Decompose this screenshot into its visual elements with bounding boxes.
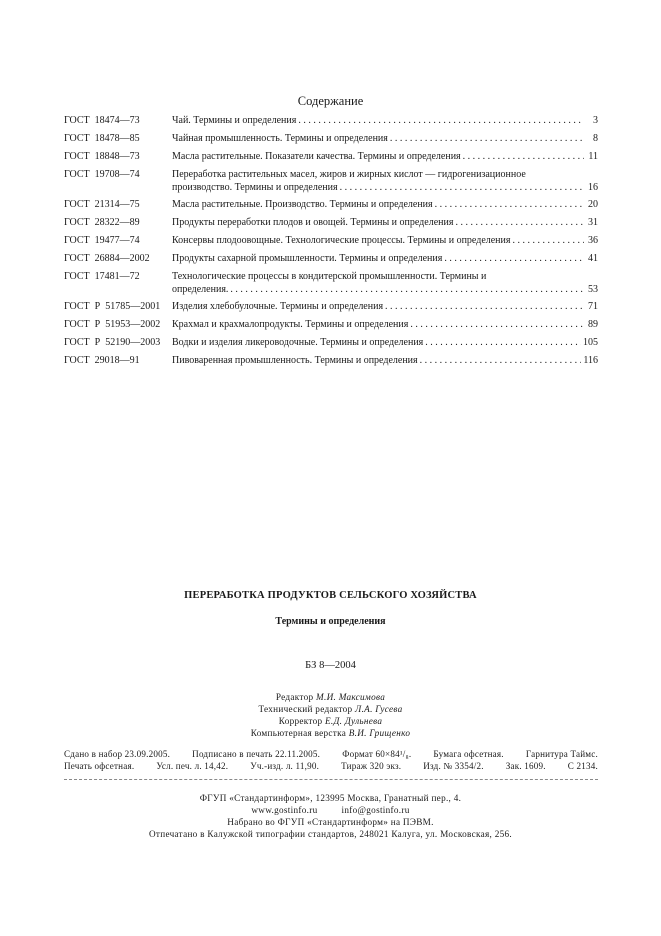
toc-standard-code: ГОСТ 19708—74 [64, 169, 140, 180]
book-subtitle: Термины и определения [275, 616, 386, 627]
toc-standard-code: ГОСТ Р 51953—2002 [64, 319, 161, 330]
publisher-info [0, 792, 661, 840]
toc-title: Водки и изделия ликероводочные. Термины и определения [172, 337, 424, 348]
typesetting-note: Набрано во ФГУП «Стандартинформ» на ПЭВМ. [227, 817, 434, 827]
dot-leader [230, 283, 584, 296]
toc-standard-code: ГОСТ Р 52190—2003 [64, 337, 161, 348]
toc-standard-code: ГОСТ 18848—73 [64, 151, 140, 162]
imprint-row-1 [64, 748, 598, 760]
toc-title: производство. Термины и определения [172, 182, 338, 193]
toc-title: Крахмал и крахмалопродукты. Термины и определения [172, 319, 409, 330]
toc-entry [64, 198, 598, 211]
credit-role: Технический редактор [258, 704, 353, 714]
imprint-field: Зак. 1609. [505, 761, 546, 771]
imprint-field: Бумага офсетная. [433, 749, 504, 759]
editorial-credits [0, 691, 661, 739]
toc-page-number: 31 [588, 217, 598, 228]
toc-title-line: Технологические процессы в кондитерской промышленности. Термины и [172, 271, 487, 282]
toc-standard-code: ГОСТ 29018—91 [64, 355, 140, 366]
toc-standard-code: ГОСТ 21314—75 [64, 199, 140, 210]
toc-title: Чайная промышленность. Термины и определения [172, 133, 388, 144]
toc-page-number: 16 [588, 182, 598, 193]
imprint-field: Формат 60×84¹/₈. [342, 749, 412, 759]
publisher-address: ФГУП «Стандартинформ», 123995 Москва, Гранатный пер., 4. [199, 793, 462, 803]
divider [64, 779, 598, 780]
toc-page-number: 105 [583, 337, 598, 348]
toc-title: Пивоваренная промышленность. Термины и определения [172, 355, 418, 366]
toc-title: Масла растительные. Производство. Термины и определения [172, 199, 433, 210]
toc-heading: Содержание [297, 94, 364, 108]
imprint-row-2 [64, 760, 598, 772]
dot-leader [513, 234, 585, 247]
toc-page-number: 53 [588, 284, 598, 295]
toc-page-number: 11 [588, 151, 598, 162]
imprint-field: С 2134. [567, 761, 598, 771]
credit-line [0, 703, 661, 715]
toc-entry [64, 234, 598, 247]
credit-role: Компьютерная верстка [250, 728, 347, 738]
credit-name: Е.Д. Дульнева [324, 716, 383, 726]
toc-entry [64, 336, 598, 349]
toc-title: Чай. Термины и определения [172, 115, 297, 126]
toc-title: Продукты переработки плодов и овощей. Термины и определения [172, 217, 454, 228]
credit-line [0, 691, 661, 703]
toc-standard-code: ГОСТ Р 51785—2001 [64, 301, 161, 312]
toc-title: Масла растительные. Показатели качества. Термины и определения [172, 151, 461, 162]
imprint-field: Усл. печ. л. 14,42. [156, 761, 229, 771]
toc-standard-code: ГОСТ 18478—85 [64, 133, 140, 144]
dot-leader [385, 300, 584, 313]
toc-standard-code: ГОСТ 28322—89 [64, 217, 140, 228]
dot-leader [444, 252, 584, 265]
credit-name: В.И. Грищенко [348, 728, 411, 738]
toc-page-number: 89 [588, 319, 598, 330]
dot-leader [298, 114, 584, 127]
toc-standard-code: ГОСТ 18474—73 [64, 115, 140, 126]
toc-title: Консервы плодоовощные. Технологические процессы. Термины и определения [172, 235, 511, 246]
imprint-field: Уч.-изд. л. 11,90. [250, 761, 320, 771]
toc-entry [64, 270, 598, 296]
credit-line [0, 727, 661, 739]
toc-entry [64, 132, 598, 145]
toc-standard-code: ГОСТ 17481—72 [64, 271, 140, 282]
imprint-field: Гарнитура Таймс. [525, 749, 598, 759]
toc-title-line: Переработка растительных масел, жиров и жирных кислот — гидрогенизационное [172, 169, 526, 180]
toc-entry [64, 168, 598, 194]
toc-entry [64, 318, 598, 331]
toc-page-number: 8 [593, 133, 598, 144]
dot-leader [435, 198, 584, 211]
dot-leader [455, 216, 584, 229]
toc-title: определения. [172, 284, 229, 295]
imprint-field: Тираж 320 экз. [341, 761, 402, 771]
toc-entry [64, 252, 598, 265]
imprint-field: Изд. № 3354/2. [423, 761, 484, 771]
toc-page-number: 36 [588, 235, 598, 246]
table-of-contents [64, 114, 598, 372]
credit-role: Редактор [275, 692, 314, 702]
toc-entry [64, 300, 598, 313]
publisher-contacts [0, 804, 661, 816]
credit-name: М.И. Максимова [316, 692, 386, 702]
dot-leader [390, 132, 584, 145]
toc-entry [64, 354, 598, 367]
dot-leader [410, 318, 584, 331]
toc-entry [64, 216, 598, 229]
toc-title: Изделия хлебобулочные. Термины и определения [172, 301, 384, 312]
credit-line [0, 715, 661, 727]
publisher-email: info@gostinfo.ru [341, 805, 410, 815]
imprint-field: Сдано в набор 23.09.2005. [64, 749, 171, 759]
print-imprint [64, 748, 598, 772]
toc-standard-code: ГОСТ 19477—74 [64, 235, 140, 246]
toc-page-number: 116 [583, 355, 598, 366]
credit-role: Корректор [278, 716, 323, 726]
toc-entry [64, 150, 598, 163]
toc-page-number: 71 [588, 301, 598, 312]
imprint-field: Печать офсетная. [64, 761, 135, 771]
toc-title: Продукты сахарной промышленности. Термины и определения [172, 253, 443, 264]
publication-index: БЗ 8—2004 [305, 660, 356, 671]
dot-leader [425, 336, 581, 349]
toc-standard-code: ГОСТ 26884—2002 [64, 253, 150, 264]
book-title: ПЕРЕРАБОТКА ПРОДУКТОВ СЕЛЬСКОГО ХОЗЯЙСТВА [184, 590, 477, 601]
toc-page-number: 3 [593, 115, 598, 126]
toc-page-number: 41 [588, 253, 598, 264]
dot-leader [463, 150, 584, 163]
imprint-field: Подписано в печать 22.11.2005. [192, 749, 321, 759]
dot-leader [340, 181, 584, 194]
publisher-website: www.gostinfo.ru [251, 805, 318, 815]
toc-page-number: 20 [588, 199, 598, 210]
credit-name: Л.А. Гусева [355, 704, 403, 714]
printing-note: Отпечатано в Калужской типографии стандартов, 248021 Калуга, ул. Московская, 256. [148, 829, 513, 839]
dot-leader [420, 354, 582, 367]
toc-entry [64, 114, 598, 127]
